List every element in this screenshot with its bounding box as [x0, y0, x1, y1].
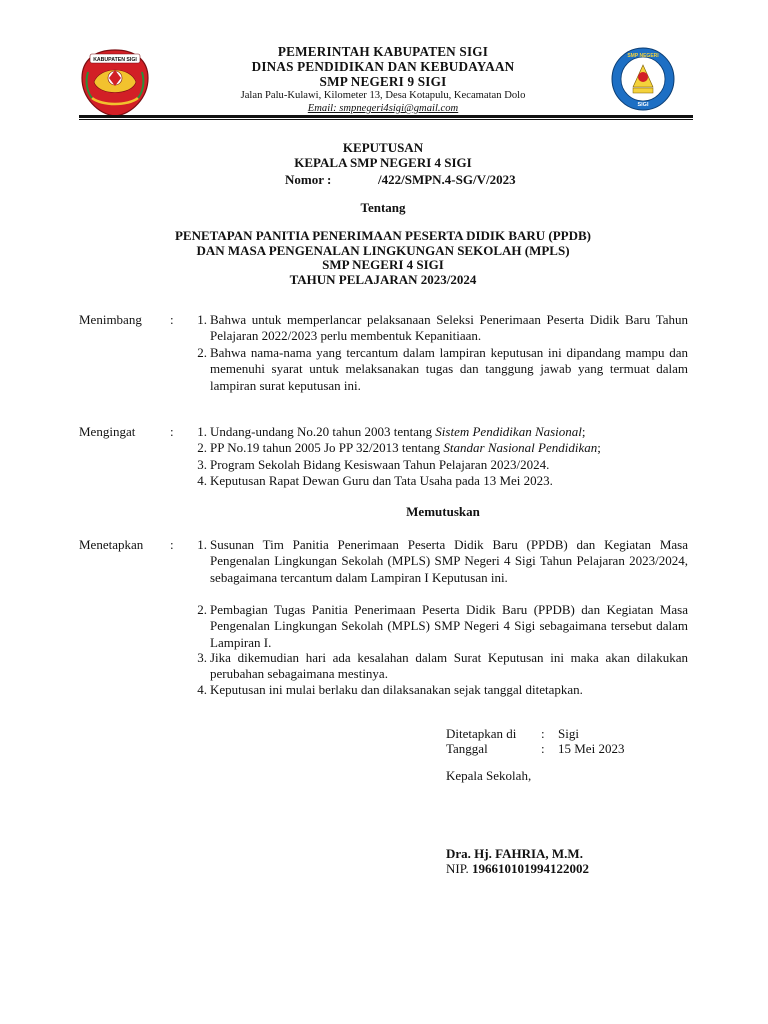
mengingat-item-2-italic: Standar Nasional Pendidikan	[443, 440, 598, 455]
menetapkan-item-3-number: 3.	[197, 650, 207, 665]
menetapkan-item-4-text: Keputusan ini mulai berlaku dan dilaksanakan sejak tanggal ditetapkan.	[210, 682, 583, 697]
decree-title	[160, 141, 606, 170]
mengingat-item-4-text: Keputusan Rapat Dewan Guru dan Tata Usaha pada 13 Mei 2023.	[210, 473, 553, 488]
mengingat-item-4-number: 4.	[197, 473, 207, 488]
decree-subject-line-1: PENETAPAN PANITIA PENERIMAAN PESERTA DIDIK BARU (PPDB)	[174, 228, 592, 243]
menetapkan-item-1-number: 1.	[197, 537, 207, 552]
nip-label: NIP.	[446, 861, 469, 876]
letterhead-line-1: PEMERINTAH KABUPATEN SIGI	[277, 44, 489, 59]
tanggal-value: 15 Mei 2023	[558, 741, 625, 756]
mengingat-item-2-suffix: ;	[597, 440, 601, 455]
mengingat-item-2	[210, 440, 688, 456]
mengingat-item-2-prefix: PP No.19 tahun 2005 Jo PP 32/2013 tentang	[210, 440, 444, 455]
menimbang-item-2-text: Bahwa nama-nama yang tercantum dalam lampiran keputusan ini dipandang mampu dan memenuhi syarat untuk melaksanakan tugas dan tanggung jawab yang termuat dalam lampiran surat keputusan ini.	[210, 345, 688, 393]
decree-subject	[160, 229, 606, 287]
menimbang-item-1-number: 1.	[197, 312, 207, 327]
decree-subject-line-4: TAHUN PELAJARAN 2023/2024	[289, 271, 477, 287]
letterhead-email: Email: smpnegeri4sigi@gmail.com	[307, 103, 459, 114]
ditetapkan-value: Sigi	[558, 726, 579, 741]
kabupaten-sigi-logo	[80, 48, 150, 118]
mengingat-item-3-text: Program Sekolah Bidang Kesiswaan Tahun Pelajaran 2023/2024.	[210, 457, 550, 472]
mengingat-item-1-prefix: Undang-undang No.20 tahun 2003 tentang	[210, 424, 436, 439]
mengingat-label: Mengingat	[79, 424, 136, 439]
mengingat-colon: :	[170, 424, 174, 439]
menimbang-item-1-text: Bahwa untuk memperlancar pelaksanaan Seleksi Penerimaan Peserta Didik Baru Tahun Pelajaran 2022/2023 perlu membentuk Kepanitiaan.	[210, 312, 688, 344]
letterhead-line-2: DINAS PENDIDIKAN DAN KEBUDAYAAN	[251, 59, 515, 74]
menimbang-label: Menimbang	[79, 312, 142, 327]
decree-subject-line-3: SMP NEGERI 4 SIGI	[322, 257, 444, 273]
right-logo-top-text: SMP NEGERI	[627, 53, 659, 59]
menimbang-item-2-number: 2.	[197, 345, 207, 360]
mengingat-item-1	[210, 424, 688, 440]
ditetapkan-label: Ditetapkan di	[446, 726, 517, 741]
letterhead-address: Jalan Palu-Kulawi, Kilometer 13, Desa Kotapulu, Kecamatan Dolo	[240, 90, 526, 101]
tentang-heading: Tentang	[360, 200, 406, 215]
signatory-name: Dra. Hj. FAHRIA, M.M.	[446, 846, 583, 861]
menetapkan-item-2-number: 2.	[197, 602, 207, 617]
menetapkan-item-1-text: Susunan Tim Panitia Penerimaan Peserta Didik Baru (PPDB) dan Kegiatan Masa Pengenalan Lingkungan Sekolah (MPLS) SMP Negeri 4 Sigi Tahun Pelajaran 2023/2024, sebagaimana tercantum dalam Lampiran I Keputusan ini.	[210, 537, 688, 585]
mengingat-item-1-number: 1.	[197, 424, 207, 439]
mengingat-item-1-suffix: ;	[581, 424, 586, 439]
decree-subject-line-2: DAN MASA PENGENALAN LINGKUNGAN SEKOLAH (MPLS)	[196, 242, 570, 258]
letterhead-line-3: SMP NEGERI 9 SIGI	[319, 74, 447, 89]
header-divider-thin	[79, 119, 693, 120]
mengingat-item-1-italic: Sistem Pendidikan Nasional	[435, 424, 582, 439]
mengingat-item-3-number: 3.	[197, 457, 207, 472]
menimbang-colon: :	[170, 312, 174, 327]
menetapkan-label: Menetapkan	[79, 537, 144, 552]
menetapkan-colon: :	[170, 537, 174, 552]
menetapkan-item-2-text: Pembagian Tugas Panitia Penerimaan Peserta Didik Baru (PPDB) dan Kegiatan Masa Pengenalan Lingkungan Sekolah (MPLS) SMP Negeri 4 Sigi sebagaimana tersebut dalam Lampiran I.	[210, 602, 688, 650]
decree-title-line-2: KEPALA SMP NEGERI 4 SIGI	[294, 154, 472, 170]
nomor-value: /422/SMPN.4-SG/V/2023	[378, 172, 516, 187]
signatory-role: Kepala Sekolah,	[446, 768, 532, 783]
nomor-label: Nomor :	[285, 172, 332, 187]
nip-value: 196610101994122002	[472, 861, 590, 876]
letterhead	[160, 44, 606, 115]
signatory-nip	[446, 861, 589, 877]
school-logo	[611, 47, 675, 111]
menetapkan-item-3-text: Jika dikemudian hari ada kesalahan dalam Surat Keputusan ini maka akan dilakukan perubahan sebagaimana mestinya.	[210, 650, 688, 682]
decree-title-line-1: KEPUTUSAN	[342, 140, 424, 155]
left-logo-text: KABUPATEN SIGI	[93, 57, 137, 63]
memutuskan-heading: Memutuskan	[406, 504, 480, 519]
header-divider-thick	[79, 115, 693, 118]
tanggal-label: Tanggal	[446, 741, 488, 756]
right-logo-bottom-text: SIGI	[637, 102, 649, 108]
menetapkan-item-4-number: 4.	[197, 682, 207, 697]
mengingat-item-2-number: 2.	[197, 440, 207, 455]
ditetapkan-colon: :	[541, 726, 545, 741]
tanggal-colon: :	[541, 741, 545, 756]
